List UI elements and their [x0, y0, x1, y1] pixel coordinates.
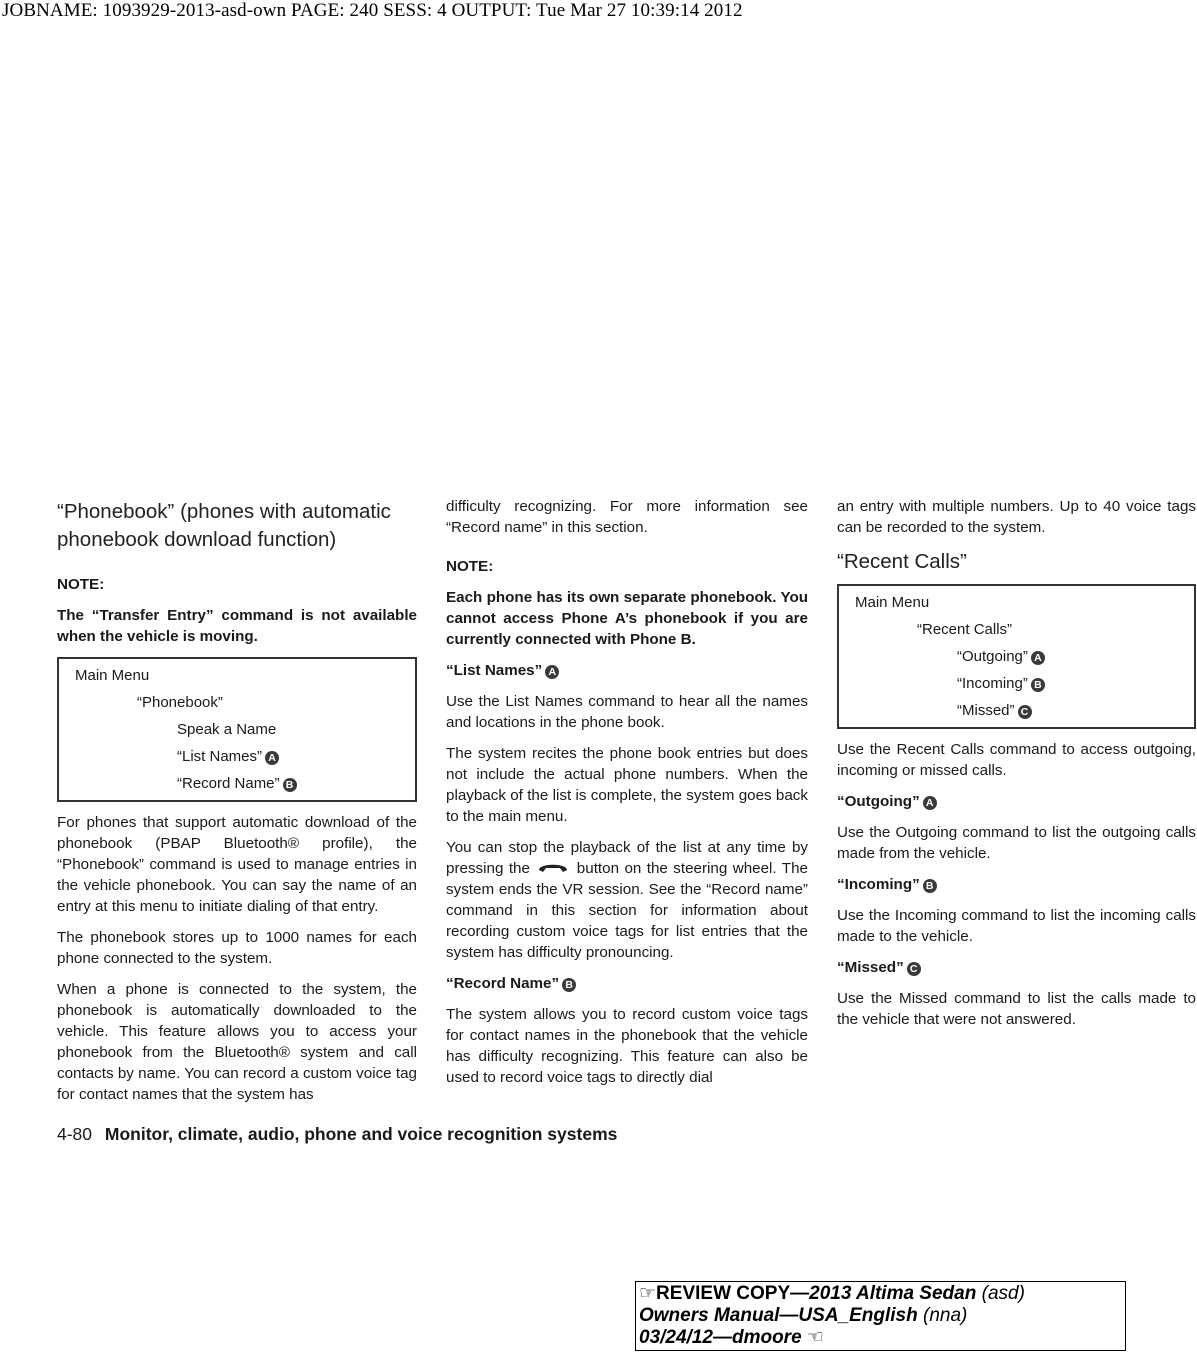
phone-hangup-icon [535, 859, 571, 875]
outgoing-heading [837, 791, 1196, 812]
note-text: Each phone has its own separate phonebook. You cannot access Phone A’s phonebook if you are currently connected with Phone B. [446, 589, 808, 648]
callout-c-icon: C [907, 962, 921, 976]
menu-incoming [855, 670, 1194, 697]
note-text: The “Transfer Entry” command is not available when the vehicle is moving. [57, 607, 417, 645]
menu-missed [855, 697, 1194, 724]
callout-b-icon: B [923, 879, 937, 893]
phonebook-menu-tree [57, 657, 417, 802]
record-name-heading-label: “Record Name” [446, 975, 560, 992]
menu-list-names-label: “List Names” [177, 748, 263, 765]
missed-heading-label: “Missed” [837, 959, 904, 976]
outgoing-heading-label: “Outgoing” [837, 793, 920, 810]
pointing-hand-left-icon: ☜ [806, 1327, 824, 1348]
manual-name: Owners Manual—USA_English [639, 1305, 918, 1326]
job-header: JOBNAME: 1093929-2013-asd-own PAGE: 240 SESS: 4 OUTPUT: Tue Mar 27 10:39:14 2012 [2, 0, 743, 21]
menu-record-name [75, 770, 415, 797]
menu-list-names [75, 743, 415, 770]
manual-code: (nna) [917, 1305, 968, 1326]
review-date: 03/24/12—dmoore [639, 1327, 802, 1348]
review-line-1 [639, 1283, 1125, 1305]
paragraph: Use the Incoming command to list the incoming calls made to the vehicle. [837, 907, 1196, 945]
callout-b-icon: B [1031, 678, 1045, 692]
paragraph: Use the List Names command to hear all the names and locations in the phone book. [446, 693, 808, 731]
column-3 [837, 496, 1196, 1040]
menu-outgoing-label: “Outgoing” [957, 648, 1028, 665]
callout-b-icon: B [562, 978, 576, 992]
missed-heading [837, 957, 1196, 978]
callout-a-icon: A [1031, 651, 1045, 665]
callout-c-icon: C [1018, 705, 1032, 719]
paragraph: The phonebook stores up to 1000 names for each phone connected to the system. [57, 929, 417, 967]
column-2 [446, 496, 808, 1098]
record-name-heading [446, 973, 808, 994]
vehicle-model: 2013 Altima Sedan [809, 1283, 977, 1304]
paragraph-part: button on the steering wheel. The system ends the VR session. See the “Record name” command in this section for information about recording custom voice tags for list entries that the system has difficulty pronouncing. [446, 860, 808, 961]
review-copy-stamp [635, 1281, 1126, 1351]
menu-speak-a-name: Speak a Name [177, 721, 277, 738]
page-number: 4-80 [57, 1124, 93, 1144]
paragraph: Use the Outgoing command to list the outgoing calls made from the vehicle. [837, 824, 1196, 862]
note-label: NOTE: [57, 576, 105, 593]
menu-main: Main Menu [855, 594, 930, 611]
paragraph: The system recites the phone book entries but does not include the actual phone numbers. When the playback of the list is complete, the system goes back to the main menu. [446, 745, 808, 825]
paragraph: difficulty recognizing. For more information see “Record name” in this section. [446, 498, 808, 536]
phonebook-heading: “Phonebook” (phones with automatic phonebook download function) [57, 500, 391, 551]
recent-calls-heading: “Recent Calls” [837, 550, 967, 573]
menu-incoming-label: “Incoming” [957, 675, 1028, 692]
review-label: REVIEW COPY— [656, 1283, 810, 1304]
incoming-heading-label: “Incoming” [837, 876, 920, 893]
menu-outgoing [855, 643, 1194, 670]
review-line-3 [639, 1327, 1125, 1349]
menu-phonebook: “Phonebook” [137, 694, 223, 711]
menu-main: Main Menu [75, 667, 150, 684]
page-footer [57, 1124, 617, 1145]
paragraph: an entry with multiple numbers. Up to 40 voice tags can be recorded to the system. [837, 498, 1196, 536]
callout-a-icon: A [545, 665, 559, 679]
paragraph: Use the Missed command to list the calls made to the vehicle that were not answered. [837, 990, 1196, 1028]
paragraph: When a phone is connected to the system, the phonebook is automatically downloaded to the vehicle. This feature allows you to access your phonebook from the Bluetooth® system and call contacts by name. You can record a custom voice tag for contact names that the system has [57, 981, 417, 1103]
callout-b-icon: B [283, 778, 297, 792]
column-1 [57, 496, 417, 1115]
callout-a-icon: A [923, 796, 937, 810]
menu-recent-calls: “Recent Calls” [917, 621, 1013, 638]
paragraph: Use the Recent Calls command to access outgoing, incoming or missed calls. [837, 741, 1196, 779]
paragraph: For phones that support automatic download of the phonebook (PBAP Bluetooth® profile), the “Phonebook” command is used to manage entries in the vehicle phonebook. You can say the name of an entry at this menu to initiate dialing of that entry. [57, 814, 417, 915]
callout-a-icon: A [265, 751, 279, 765]
list-names-heading-label: “List Names” [446, 662, 543, 679]
pointing-hand-icon: ☞ [639, 1283, 657, 1304]
note-label: NOTE: [446, 558, 494, 575]
paragraph-part: You can stop the playback of the list at any time by pressing the [446, 839, 808, 877]
menu-record-name-label: “Record Name” [177, 775, 280, 792]
paragraph: The system allows you to record custom voice tags for contact names in the phonebook that the vehicle has difficulty recognizing. This feature can also be used to record voice tags to directly dial [446, 1006, 808, 1086]
recent-calls-menu-tree [837, 584, 1196, 729]
vehicle-code: (asd) [976, 1283, 1025, 1304]
incoming-heading [837, 874, 1196, 895]
list-names-heading [446, 660, 808, 681]
menu-missed-label: “Missed” [957, 702, 1015, 719]
chapter-title: Monitor, climate, audio, phone and voice recognition systems [104, 1124, 618, 1144]
paragraph [446, 837, 808, 963]
review-line-2 [639, 1305, 1125, 1327]
